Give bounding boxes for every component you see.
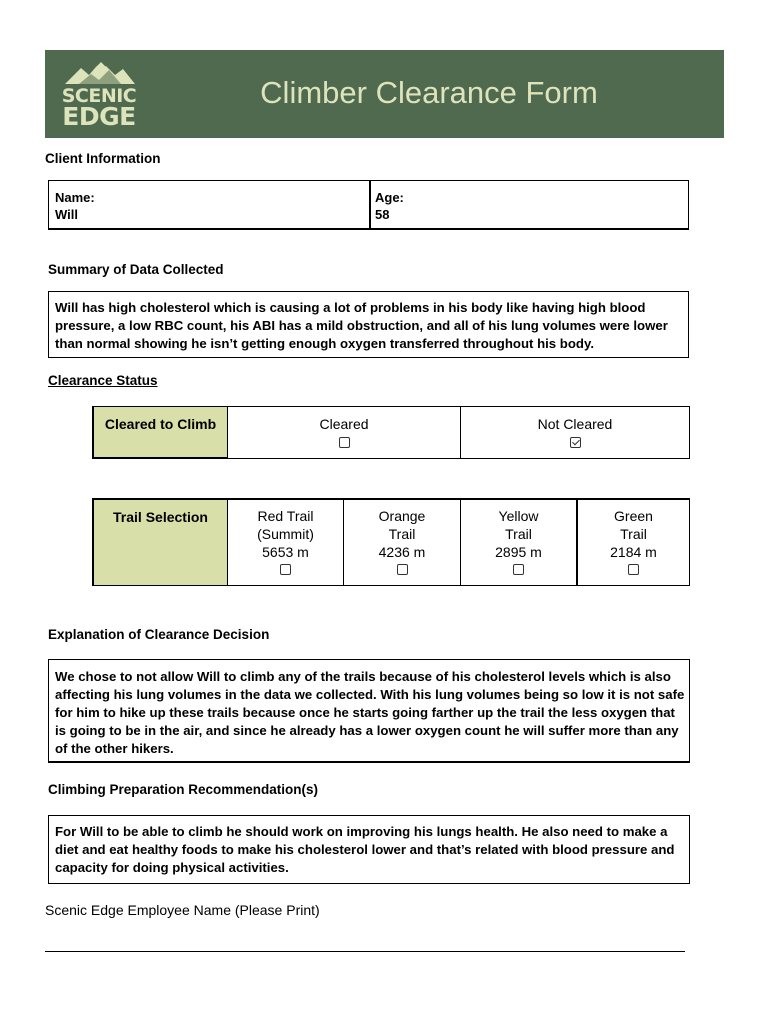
explanation-box[interactable] (48, 659, 690, 763)
summary-box[interactable] (48, 291, 689, 358)
trail-name-sub: Trail (388, 526, 416, 542)
cleared-checkbox[interactable] (339, 437, 350, 448)
not-cleared-option-cell (461, 407, 690, 459)
trail-option-green (577, 499, 690, 586)
not-cleared-checkbox[interactable] (570, 437, 581, 448)
trail-height: 2184 m (610, 544, 657, 560)
client-info-box (48, 180, 689, 230)
trail-name: Yellow (498, 508, 539, 524)
summary-text: Will has high cholesterol which is causing a lot of problems in his body like having high blood pressure, a low RBC count, his ABI has a mild obstruction, and all of his lung volumes were lower than normal showing he isn’t getting enough oxygen transferred throughout his body. (55, 300, 668, 351)
explanation-label: Explanation of Clearance Decision (48, 627, 270, 642)
trail-name-sub: Trail (620, 526, 647, 542)
trail-selection-label: Trail Selection (113, 509, 208, 525)
recommendation-label: Climbing Preparation Recommendation(s) (48, 782, 319, 797)
age-field[interactable]: 58 (375, 207, 390, 222)
name-field[interactable]: Will (55, 207, 78, 222)
scenic-edge-logo (59, 58, 139, 130)
age-label: Age: (375, 190, 404, 205)
not-cleared-option-label: Not Cleared (537, 416, 613, 432)
logo-text-scenic: SCENIC (61, 85, 137, 107)
cleared-option-cell (228, 407, 461, 459)
trail-option-red (228, 499, 344, 586)
clearance-table (92, 406, 690, 459)
form-header (45, 50, 724, 138)
trail-height: 2895 m (495, 544, 542, 560)
employee-name-line[interactable] (45, 951, 685, 952)
trail-option-orange (344, 499, 461, 586)
trail-name-sub: (Summit) (257, 526, 314, 542)
cleared-to-climb-cell (93, 407, 228, 459)
green-trail-checkbox[interactable] (628, 564, 639, 575)
trail-height: 4236 m (378, 544, 426, 560)
summary-label: Summary of Data Collected (48, 262, 224, 277)
client-info-divider (369, 181, 371, 229)
cleared-option-label: Cleared (319, 416, 369, 432)
red-trail-checkbox[interactable] (280, 564, 291, 575)
trail-option-yellow (461, 499, 578, 586)
trail-selection-cell (93, 499, 228, 586)
cleared-to-climb-label: Cleared to Climb (104, 416, 217, 432)
trail-name: Orange (378, 508, 426, 524)
employee-name-label: Scenic Edge Employee Name (Please Print) (45, 902, 320, 918)
trail-name: Red Trail (257, 508, 314, 524)
name-label: Name: (55, 190, 95, 205)
clearance-status-label: Clearance Status (48, 373, 158, 388)
trail-name: Green (614, 508, 653, 524)
mountain-icon (59, 58, 139, 88)
trail-name-sub: Trail (505, 526, 532, 542)
orange-trail-checkbox[interactable] (397, 564, 408, 575)
trail-selection-table (92, 498, 690, 586)
yellow-trail-checkbox[interactable] (513, 564, 524, 575)
form-title: Climber Clearance Form (260, 75, 598, 110)
explanation-text: We chose to not allow Will to climb any of the trails because of his cholesterol levels which is also affecting his lung volumes in the data we collected. With his lung volumes being so low it is not safe for him to hike up these trails because once he starts going farther up the trail the less oxygen that is going to be in the air, and since he already has a lower oxygen count he will suffer more than any of the other hikers. (55, 669, 685, 756)
logo-text-edge: EDGE (62, 102, 136, 131)
recommendation-box[interactable] (48, 815, 690, 884)
recommendation-text: For Will to be able to climb he should work on improving his lungs health. He also need to make a diet and eat healthy foods to make his cholesterol lower and that’s related with blood pressure and capacity for doing physical activities. (55, 824, 675, 875)
client-info-label: Client Information (45, 151, 161, 166)
trail-height: 5653 m (262, 544, 309, 560)
